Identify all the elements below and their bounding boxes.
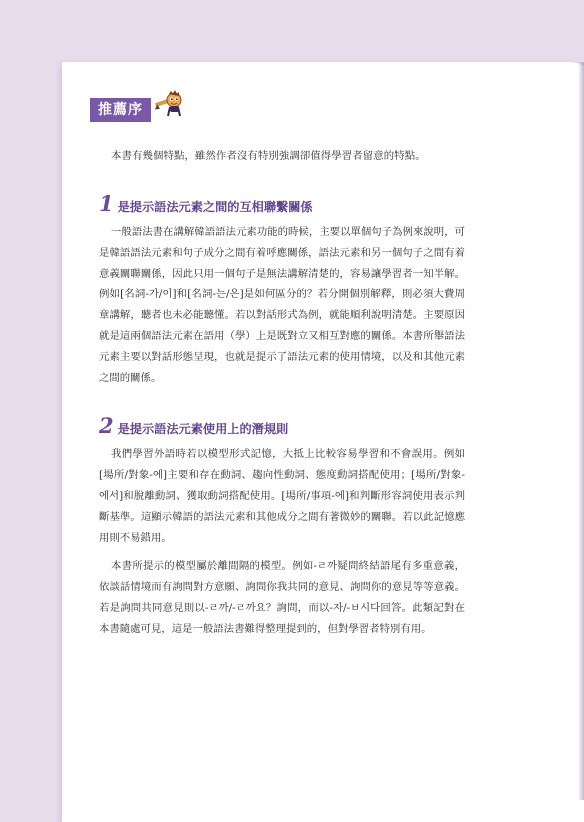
section-paragraph: 一般語法書在講解韓語語法元素功能的時候，主要以單個句子為例來說明，可是韓語語法元素和句子成分之間有着呼應關係，語法元素和另一個句子之間有着意義關聯關係，因此只用一個句子是無法講解清楚的，容易讓學習者一知半解。例如[名詞-가/이]和[名詞-는/은]是如何區分的？若分開個別解釋，則必須大費周章講解，聽者也未必能聽懂。若以對話形式為例，就能順利說明清楚。主要原因就是這兩個語法元素在語用（學）上是既對立又相互對應的關係。本書所舉語法元素主要以對話形態呈現，也就是提示了語法元素的使用情境，以及和其他元素之間的關係。 bbox=[99, 226, 465, 384]
section-paragraph: 本書所提示的模型屬於離間隔的模型。例如-ㄹ까疑問終結語尾有多重意義，依談話情境而有詢問對方意願、詢問你我共同的意見、詢問你的意見等等意義。若是詢問共同意見則以-ㄹ까/-ㄹ까요？詢問，而以-자/-ㅂ시다回答。此類記對在本書隨處可見，這是一般語法書難得整理提到的，但對學習者特別有用。 bbox=[99, 560, 465, 635]
page-title: 推薦序 bbox=[90, 98, 151, 122]
section-paragraph: 我們學習外語時若以模型形式記憶，大抵上比較容易學習和不會誤用。例如[場所/對象-에]主要和存在動詞、趨向性動詞、態度動詞搭配使用；[場所/對象-에서]和脫離動詞、獲取動詞搭配使用。[場所/事項-에]和判斷形容詞使用表示判斷基準。這顯示韓語的語法元素和其他成分之間有著微妙的關聯。若以此記憶應用則不易錯用。 bbox=[99, 448, 465, 544]
section-heading-2 bbox=[99, 414, 465, 438]
section-title: 是提示語法元素之間的互相聯繫關係 bbox=[117, 200, 313, 214]
pencil-mascot-icon bbox=[153, 88, 187, 122]
section-header-tag bbox=[90, 98, 187, 122]
page-spine-shadow bbox=[578, 62, 584, 800]
section-number: 1 bbox=[99, 191, 114, 216]
section-title: 是提示語法元素使用上的潛規則 bbox=[117, 422, 289, 437]
section-number: 2 bbox=[99, 413, 114, 439]
intro-paragraph: 本書有幾個特點，雖然作者沒有特別強調卻值得學習者留意的特點。 bbox=[111, 150, 426, 162]
section-heading-1 bbox=[99, 192, 465, 216]
article-body bbox=[99, 146, 465, 640]
